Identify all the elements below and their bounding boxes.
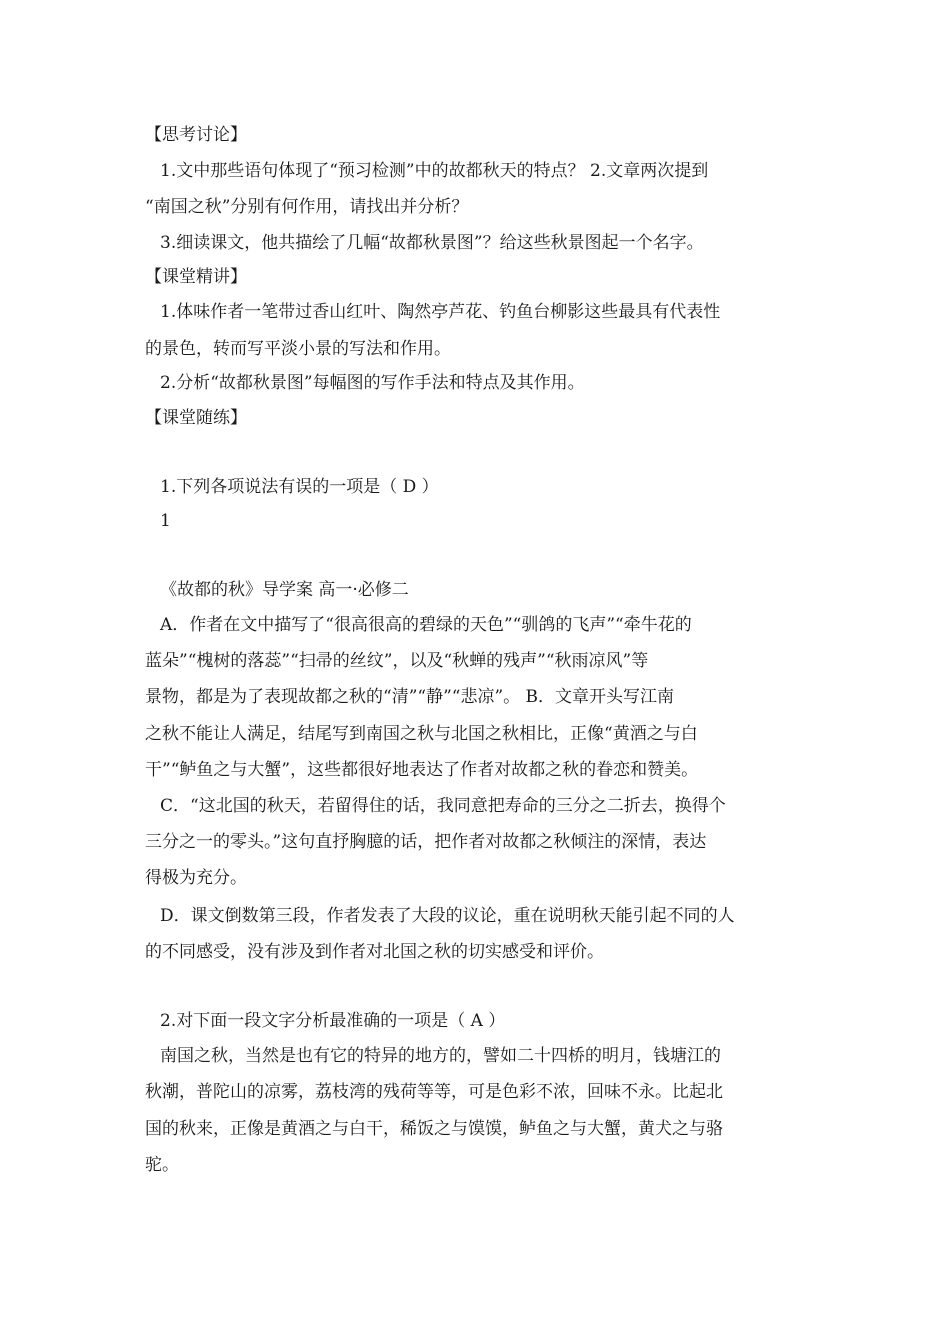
section-heading-think: 【思考讨论】 (145, 125, 247, 145)
q1-option-line: A．作者在文中描写了“很高很高的碧绿的天色”“驯鸽的飞声”“牵牛花的 (160, 615, 692, 635)
q2-passage-line: 驼。 (145, 1155, 179, 1175)
q1-option-line: C．“这北国的秋天，若留得住的话，我同意把寿命的三分之二折去，换得个 (160, 796, 726, 816)
running-header: 《故都的秋》导学案 高一·必修二 (160, 580, 409, 600)
q1-option-line: 之秋不能让人满足，结尾写到南国之秋与北国之秋相比，正像“黄酒之与白 (145, 724, 698, 744)
think-line-2: “南国之秋”分别有何作用，请找出并分析？ (145, 197, 469, 217)
page-number: 1 (160, 511, 171, 531)
section-heading-practice: 【课堂随练】 (145, 408, 247, 428)
q2-passage-line: 秋潮，普陀山的凉雾，荔枝湾的残荷等等，可是色彩不浓，回味不永。比起北 (145, 1082, 723, 1102)
q1-option-line: D．课文倒数第三段，作者发表了大段的议论，重在说明秋天能引起不同的人 (160, 906, 735, 926)
question-1-stem: 1.下列各项说法有误的一项是（ D ） (160, 477, 439, 497)
lecture-line-3: 2.分析“故都秋景图”每幅图的写作手法和特点及其作用。 (160, 373, 585, 393)
think-line-1: 1.文中那些语句体现了“预习检测”中的故都秋天的特点？ 2.文章两次提到 (160, 161, 709, 181)
q1-option-line: 的不同感受，没有涉及到作者对北国之秋的切实感受和评价。 (145, 942, 604, 962)
lecture-line-1: 1.体味作者一笔带过香山红叶、陶然亭芦花、钓鱼台柳影这些最具有代表性 (160, 302, 721, 322)
q2-passage-line: 南国之秋，当然是也有它的特异的地方的，譬如二十四桥的明月，钱塘江的 (160, 1046, 721, 1066)
section-heading-lecture: 【课堂精讲】 (145, 267, 247, 287)
q1-option-line: 蓝朵”“槐树的落蕊”“扫帚的丝纹”，以及“秋蝉的残声”“秋雨凉风”等 (145, 651, 649, 671)
q1-option-line: 得极为充分。 (145, 868, 247, 888)
q1-option-line: 三分之一的零头。”这句直抒胸臆的话，把作者对故都之秋倾注的深情，表达 (145, 832, 707, 852)
q1-option-line: 景物，都是为了表现故都之秋的“清”“静”“悲凉”。 B．文章开头写江南 (145, 687, 675, 707)
q1-option-line: 干”“鲈鱼之与大蟹”，这些都很好地表达了作者对故都之秋的眷恋和赞美。 (145, 760, 699, 780)
q2-passage-line: 国的秋来，正像是黄酒之与白干，稀饭之与馍馍，鲈鱼之与大蟹，黄犬之与骆 (145, 1119, 723, 1139)
think-line-3: 3.细读课文，他共描绘了几幅“故都秋景图”？给这些秋景图起一个名字。 (160, 233, 704, 253)
lecture-line-2: 的景色，转而写平淡小景的写法和作用。 (145, 339, 451, 359)
question-2-stem: 2.对下面一段文字分析最准确的一项是（ A ） (160, 1011, 506, 1031)
